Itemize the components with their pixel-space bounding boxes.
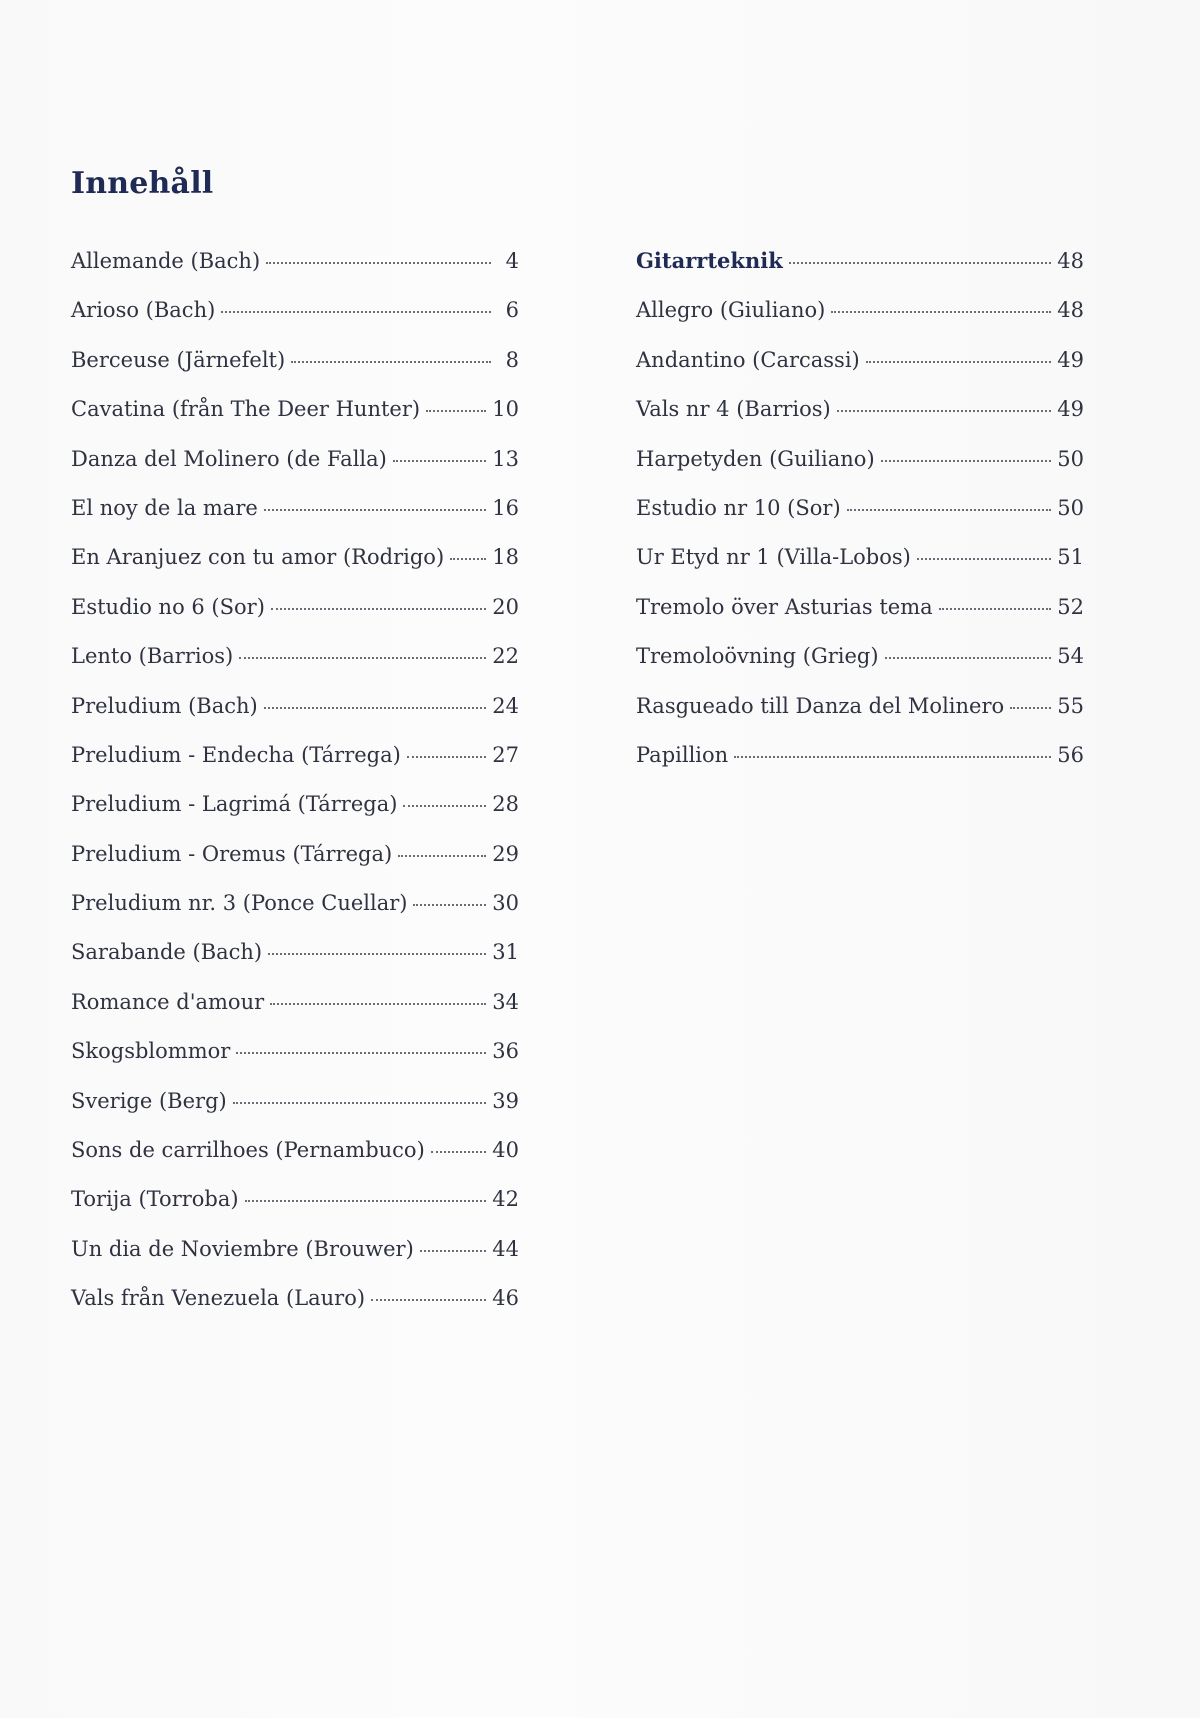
dot-leader <box>866 361 1052 363</box>
toc-entry-page-number: 46 <box>492 1286 519 1311</box>
toc-entry <box>636 544 1084 593</box>
toc-entry-title: Sons de carrilhoes (Pernambuco) <box>71 1138 425 1163</box>
toc-entry-page-number: 13 <box>492 446 519 471</box>
toc-entry <box>71 544 519 593</box>
dot-leader <box>881 460 1052 462</box>
dot-leader <box>233 1102 487 1104</box>
dot-leader <box>831 311 1051 313</box>
toc-entry-page-number: 24 <box>492 693 519 718</box>
toc-entry-title: Arioso (Bach) <box>71 298 216 323</box>
toc-entry-page-number: 39 <box>492 1088 519 1113</box>
toc-entry <box>71 1285 519 1334</box>
toc-entry <box>71 1088 519 1137</box>
toc-entry-page-number: 49 <box>1057 347 1084 372</box>
toc-entry-page-number: 6 <box>505 298 519 323</box>
dot-leader <box>236 1052 486 1054</box>
toc-entry <box>636 742 1084 791</box>
dot-leader <box>221 311 491 313</box>
toc-entry <box>71 1236 519 1285</box>
toc-entry-title: Sarabande (Bach) <box>71 940 263 965</box>
toc-entry <box>71 693 519 742</box>
toc-entry-title: Allemande (Bach) <box>71 249 261 273</box>
toc-entry-page-number: 27 <box>492 742 519 767</box>
toc-entry <box>71 1137 519 1186</box>
dot-leader <box>939 608 1052 610</box>
toc-entry-title: Harpetyden (Guiliano) <box>636 446 875 471</box>
toc-entry-title: Ur Etyd nr 1 (Villa-Lobos) <box>636 545 911 570</box>
toc-entry <box>71 841 519 890</box>
dot-leader <box>420 1250 486 1252</box>
toc-entry-page-number: 50 <box>1057 446 1084 471</box>
toc-entry-title: Estudio nr 10 (Sor) <box>636 495 841 520</box>
dot-leader <box>847 509 1052 511</box>
toc-entry-title: Tremoloövning (Grieg) <box>636 644 879 669</box>
dot-leader <box>271 608 486 610</box>
dot-leader <box>398 855 486 857</box>
toc-entry <box>636 693 1084 742</box>
dot-leader <box>413 904 486 906</box>
toc-section-heading <box>636 248 1084 297</box>
toc-entry <box>71 742 519 791</box>
toc-entry <box>71 939 519 988</box>
toc-entry <box>71 495 519 544</box>
toc-entry-title: Tremolo över Asturias tema <box>636 594 933 619</box>
toc-entry-title: Gitarrteknik <box>636 248 783 273</box>
dot-leader <box>734 756 1051 758</box>
toc-entry-page-number: 20 <box>492 594 519 619</box>
dot-leader <box>431 1151 487 1153</box>
toc-entry <box>71 297 519 346</box>
dot-leader <box>268 953 486 955</box>
toc-entry <box>71 347 519 396</box>
toc-entry <box>71 643 519 692</box>
toc-entry-page-number: 31 <box>492 940 519 965</box>
toc-right-column <box>636 248 1084 791</box>
toc-entry-page-number: 34 <box>492 989 519 1014</box>
toc-entry <box>636 446 1084 495</box>
dot-leader <box>264 707 487 709</box>
toc-entry-page-number: 56 <box>1057 742 1084 767</box>
dot-leader <box>1010 707 1051 709</box>
toc-entry-page-number: 16 <box>492 495 519 520</box>
dot-leader <box>266 262 491 264</box>
toc-entry-title: Papillion <box>636 742 729 767</box>
toc-entry <box>71 890 519 939</box>
toc-entry-page-number: 4 <box>505 249 519 273</box>
dot-leader <box>403 805 486 807</box>
toc-entry-title: Lento (Barrios) <box>71 644 234 669</box>
toc-entry-page-number: 8 <box>505 347 519 372</box>
toc-entry <box>71 1038 519 1087</box>
dot-leader <box>917 558 1051 560</box>
toc-entry <box>71 989 519 1038</box>
toc-entry-title: Rasgueado till Danza del Molinero <box>636 693 1005 718</box>
dot-leader <box>450 558 486 560</box>
toc-entry-title: Un dia de Noviembre (Brouwer) <box>71 1236 414 1261</box>
toc-entry-title: Preludium - Endecha (Tárrega) <box>71 742 401 767</box>
toc-entry-title: Estudio no 6 (Sor) <box>71 594 265 619</box>
dot-leader <box>837 410 1052 412</box>
dot-leader <box>270 1003 486 1005</box>
toc-entry <box>71 446 519 495</box>
dot-leader <box>885 657 1052 659</box>
toc-entry <box>71 248 519 297</box>
toc-entry-title: Cavatina (från The Deer Hunter) <box>71 397 421 422</box>
toc-entry-title: Vals från Venezuela (Lauro) <box>71 1286 366 1311</box>
toc-entry <box>71 396 519 445</box>
toc-entry-title: Skogsblommor <box>71 1039 231 1064</box>
toc-entry-page-number: 55 <box>1057 693 1084 718</box>
toc-entry-page-number: 40 <box>492 1138 519 1163</box>
toc-entry-page-number: 42 <box>492 1187 519 1212</box>
toc-entry <box>636 594 1084 643</box>
page-heading: Innehåll <box>71 166 214 201</box>
toc-entry-title: Torija (Torroba) <box>71 1187 239 1212</box>
toc-entry <box>636 495 1084 544</box>
toc-entry-title: Berceuse (Järnefelt) <box>71 347 286 372</box>
dot-leader <box>291 361 491 363</box>
dot-leader <box>245 1200 487 1202</box>
toc-entry-page-number: 54 <box>1057 644 1084 669</box>
dot-leader <box>393 460 486 462</box>
toc-entry-page-number: 36 <box>492 1039 519 1064</box>
toc-entry-title: Preludium - Lagrimá (Tárrega) <box>71 792 398 817</box>
toc-entry-page-number: 30 <box>492 891 519 916</box>
toc-entry-page-number: 49 <box>1057 397 1084 422</box>
toc-entry-page-number: 18 <box>492 545 519 570</box>
toc-entry-page-number: 52 <box>1057 594 1084 619</box>
toc-entry <box>71 1186 519 1235</box>
toc-entry <box>636 643 1084 692</box>
toc-entry-page-number: 29 <box>492 841 519 866</box>
toc-entry-title: Vals nr 4 (Barrios) <box>636 397 831 422</box>
dot-leader <box>239 657 486 659</box>
dot-leader <box>789 262 1052 264</box>
toc-entry-title: Preludium - Oremus (Tárrega) <box>71 841 393 866</box>
toc-entry-title: Andantino (Carcassi) <box>636 347 860 372</box>
toc-entry-page-number: 22 <box>492 644 519 669</box>
toc-entry <box>71 791 519 840</box>
toc-entry <box>636 347 1084 396</box>
toc-entry-title: Preludium (Bach) <box>71 693 258 718</box>
toc-entry-title: Preludium nr. 3 (Ponce Cuellar) <box>71 891 408 916</box>
toc-entry-page-number: 44 <box>492 1236 519 1261</box>
dot-leader <box>407 756 486 758</box>
toc-entry-page-number: 51 <box>1057 545 1084 570</box>
dot-leader <box>371 1299 486 1301</box>
toc-entry-title: Sverige (Berg) <box>71 1088 227 1113</box>
toc-entry-title: Allegro (Giuliano) <box>636 298 826 323</box>
toc-entry-title: En Aranjuez con tu amor (Rodrigo) <box>71 545 445 570</box>
toc-entry-title: Romance d'amour <box>71 989 265 1014</box>
toc-entry-page-number: 48 <box>1057 249 1084 273</box>
toc-entry <box>636 297 1084 346</box>
toc-entry-page-number: 10 <box>492 397 519 422</box>
dot-leader <box>426 410 486 412</box>
toc-entry-page-number: 28 <box>492 792 519 817</box>
toc-entry-title: Danza del Molinero (de Falla) <box>71 446 387 471</box>
toc-left-column <box>71 248 519 1335</box>
toc-entry <box>71 594 519 643</box>
toc-entry-title: El noy de la mare <box>71 495 258 520</box>
toc-entry <box>636 396 1084 445</box>
dot-leader <box>264 509 486 511</box>
toc-entry-page-number: 48 <box>1057 298 1084 323</box>
toc-entry-page-number: 50 <box>1057 495 1084 520</box>
